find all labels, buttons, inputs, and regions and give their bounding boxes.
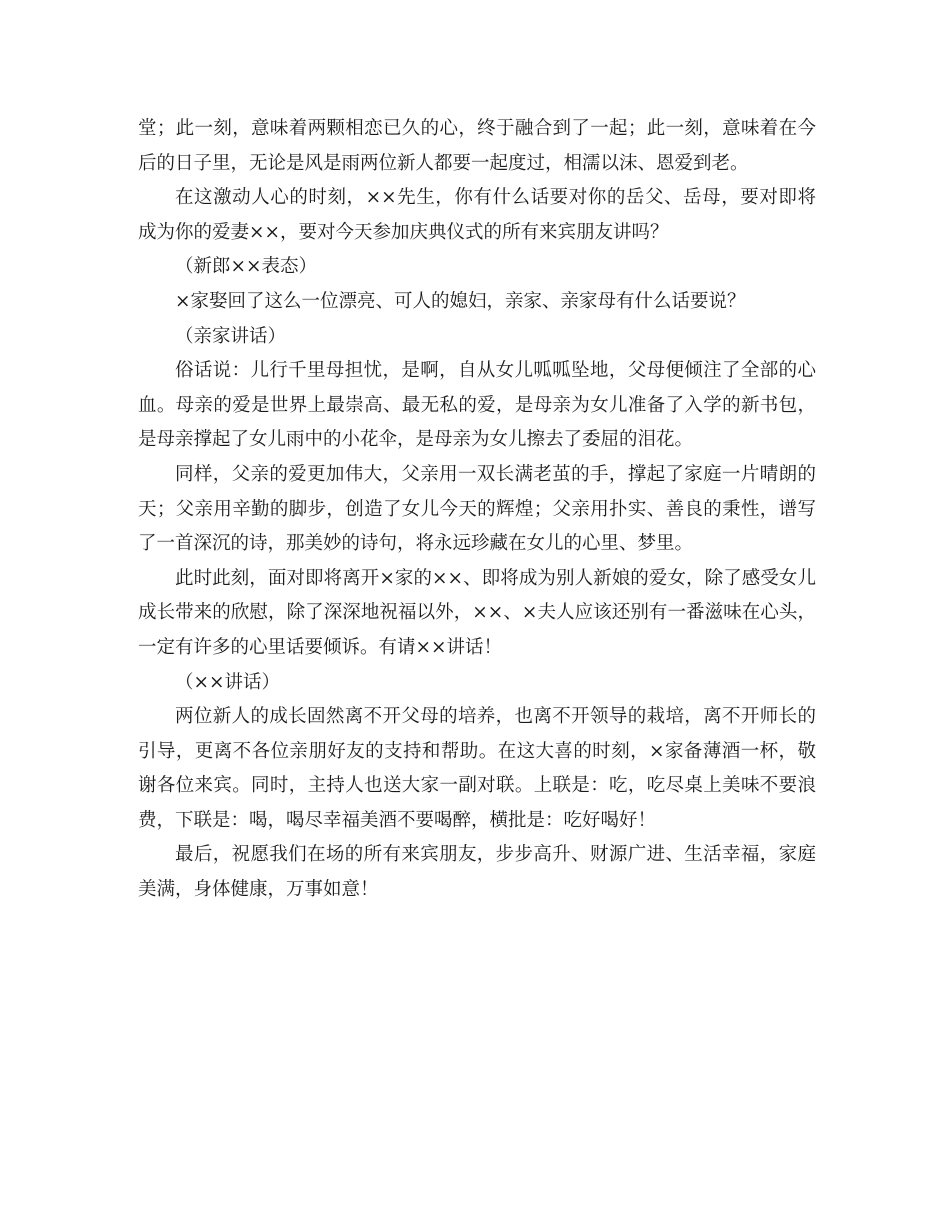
document-body [138, 112, 816, 908]
stage-direction-in-laws: （亲家讲话） [175, 325, 287, 347]
paragraph-4: 俗话说：儿行千里母担忧，是啊，自从女儿呱呱坠地，父母便倾注了全部的心血。母亲的爱是世界上最崇高、最无私的爱，是母亲为女儿准备了入学的新书包，是母亲撑起了女儿雨中的小花伞，是母亲为女儿擦去了委屈的泪花。 [138, 360, 816, 451]
paragraph-2: 在这激动人心的时刻，××先生，你有什么话要对你的岳父、岳母，要对即将成为你的爱妻××，要对今天参加庆典仪式的所有来宾朋友讲吗？ [138, 187, 816, 243]
paragraph-7: 两位新人的成长固然离不开父母的培养，也离不开领导的栽培，离不开师长的引导，更离不各位亲朋好友的支持和帮助。在这大喜的时刻，×家备薄酒一杯，敬谢各位来宾。同时，主持人也送大家一副对联。上联是：吃，吃尽桌上美味不要浪费，下联是：喝，喝尽幸福美酒不要喝醉，横批是：吃好喝好！ [138, 706, 816, 831]
stage-direction-speech: （××讲话） [175, 671, 281, 693]
paragraph-1: 堂；此一刻，意味着两颗相恋已久的心，终于融合到了一起；此一刻，意味着在今后的日子里，无论是风是雨两位新人都要一起度过，相濡以沫、恩爱到老。 [138, 118, 816, 174]
paragraph-8: 最后，祝愿我们在场的所有来宾朋友，步步高升、财源广进、生活幸福，家庭美满，身体健康，万事如意！ [138, 844, 816, 901]
paragraph-5: 同样，父亲的爱更加伟大，父亲用一双长满老茧的手，撑起了家庭一片晴朗的天；父亲用辛勤的脚步，创造了女儿今天的辉煌；父亲用扑实、善良的秉性，谱写了一首深沉的诗，那美妙的诗句，将永远珍藏在女儿的心里、梦里。 [138, 463, 816, 555]
paragraph-3: ×家娶回了这么一位漂亮、可人的媳妇，亲家、亲家母有什么话要说？ [175, 290, 746, 312]
stage-direction-groom: （新郎××表态） [175, 256, 318, 278]
paragraph-6: 此时此刻，面对即将离开×家的××、即将成为别人新娘的爱女，除了感受女儿成长带来的欣慰，除了深深地祝福以外，××、×夫人应该还别有一番滋味在心头，一定有许多的心里话要倾诉。有请××讲话！ [138, 567, 816, 658]
